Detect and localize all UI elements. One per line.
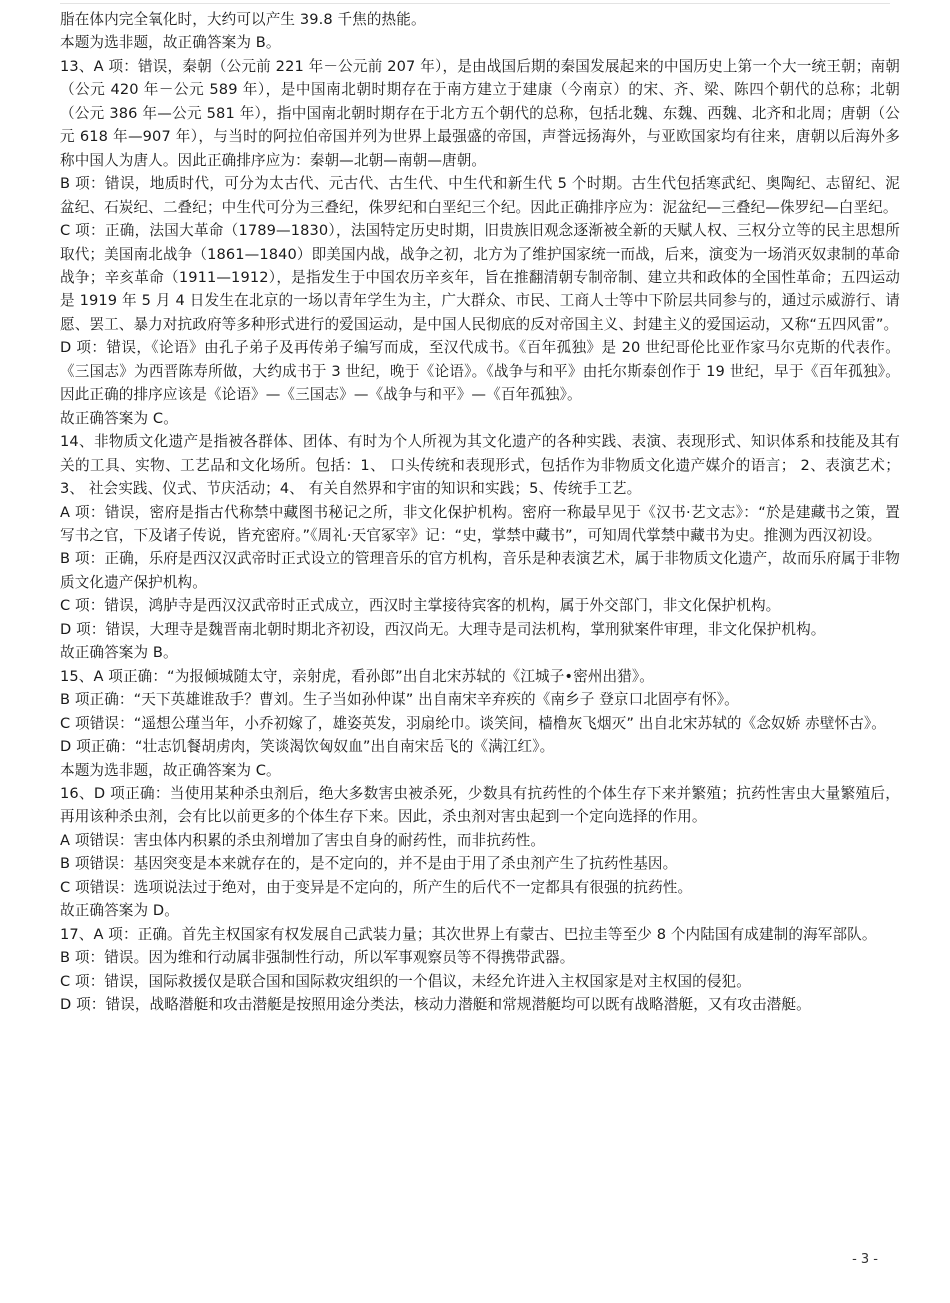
paragraph: B 项错误：基因突变是本来就存在的，是不定向的，并不是由于用了杀虫剂产生了抗药性基因。 <box>60 855 678 873</box>
paragraph: D 项：错误，大理寺是魏晋南北朝时期北齐初设，西汉尚无。大理寺是司法机构，掌刑狱案件审理，非文化保护机构。 <box>60 620 826 638</box>
paragraph: 14、非物质文化遗产是指被各群体、团体、有时为个人所视为其文化遗产的各种实践、表演、表现形式、知识体系和技能及其有关的工具、实物、工艺品和文化场所。包括：1、 口头传统和表现形式，包括作为非物质文化遗产媒介的语言； 2、表演艺术；3、 社会实践、仪式、节庆活动；4、 有关自然界和宇宙的知识和实践；5、传统手工艺。 <box>60 433 900 498</box>
paragraph: D 项正确：“壮志饥餐胡虏肉，笑谈渴饮匈奴血”出自南宋岳飞的《满江红》。 <box>60 738 555 756</box>
paragraph: C 项：错误，鸿胪寺是西汉汉武帝时正式成立，西汉时主掌接待宾客的机构，属于外交部门，非文化保护机构。 <box>60 597 781 615</box>
paragraph: B 项：错误。因为维和行动属非强制性行动，所以军事观察员等不得携带武器。 <box>60 949 575 967</box>
paragraph: 17、A 项：正确。首先主权国家有权发展自己武装力量；其次世界上有蒙古、巴拉圭等至少 8 个内陆国有成建制的海军部队。 <box>60 925 877 943</box>
answer-explanation-text <box>60 8 900 1016</box>
paragraph: 故正确答案为 B。 <box>60 644 178 662</box>
paragraph: A 项：错误，密府是指古代称禁中藏图书秘记之所，非文化保护机构。密府一称最早见于《汉书·艺文志》：“於是建藏书之策，置写书之官，下及诸子传说，皆充密府。”《周礼·天官冢宰》记：“史，掌禁中藏书”，可知周代掌禁中藏书为史。推测为西汉初设。 <box>60 503 900 544</box>
paragraph: C 项：正确，法国大革命（1789—1830），法国特定历史时期，旧贵族旧观念逐渐被全新的天赋人权、三权分立等的民主思想所取代；美国南北战争（1861—1840）即美国内战，战争之初，北方为了维护国家统一而战，后来，演变为一场消灭奴隶制的革命战争；辛亥革命（1911—1912），是指发生于中国农历辛亥年，旨在推翻清朝专制帝制、建立共和政体的全国性革命；五四运动是 1919 年 5 月 4 日发生在北京的一场以青年学生为主，广大群众、市民、工商人士等中下阶层共同参与的，通过示威游行、请愿、罢工、暴力对抗政府等多种形式进行的爱国运动，是中国人民彻底的反对帝国主义、封建主义的爱国运动，又称“五四风雷”。 <box>60 222 900 333</box>
paragraph: B 项：正确，乐府是西汉汉武帝时正式设立的管理音乐的官方机构，音乐是种表演艺术，属于非物质文化遗产，故而乐府属于非物质文化遗产保护机构。 <box>60 550 900 591</box>
paragraph: C 项：错误，国际救援仅是联合国和国际救灾组织的一个倡议，未经允许进入主权国家是对主权国的侵犯。 <box>60 972 751 990</box>
paragraph: 故正确答案为 C。 <box>60 409 178 427</box>
paragraph: D 项：错误，战略潜艇和攻击潜艇是按照用途分类法，核动力潜艇和常规潜艇均可以既有战略潜艇，又有攻击潜艇。 <box>60 996 811 1014</box>
paragraph: B 项：错误，地质时代，可分为太古代、元古代、古生代、中生代和新生代 5 个时期。古生代包括寒武纪、奥陶纪、志留纪、泥盆纪、石炭纪、二叠纪；中生代可分为三叠纪，侏罗纪和白垩纪三个纪。因此正确排序应为：泥盆纪—三叠纪—侏罗纪—白垩纪。 <box>60 175 900 216</box>
paragraph: 15、A 项正确：“为报倾城随太守，亲射虎，看孙郎”出自北宋苏轼的《江城子•密州出猎》。 <box>60 667 654 685</box>
page-number: - 3 - <box>852 1252 878 1267</box>
paragraph: 故正确答案为 D。 <box>60 902 179 920</box>
paragraph: 本题为选非题，故正确答案为 B。 <box>60 34 281 52</box>
paragraph: A 项错误：害虫体内积累的杀虫剂增加了害虫自身的耐药性，而非抗药性。 <box>60 831 546 849</box>
paragraph: B 项正确：“天下英雄谁敌手？曹刘。生子当如孙仲谋” 出自南宋辛弃疾的《南乡子 登京口北固亭有怀》。 <box>60 691 739 709</box>
paragraph: C 项错误：选项说法过于绝对，由于变异是不定向的，所产生的后代不一定都具有很强的抗药性。 <box>60 878 693 896</box>
paragraph: D 项：错误，《论语》由孔子弟子及再传弟子编写而成，至汉代成书。《百年孤独》是 20 世纪哥伦比亚作家马尔克斯的代表作。《三国志》为西晋陈寿所做，大约成书于 3 世纪，晚于《论语》。《战争与和平》由托尔斯泰创作于 19 世纪，早于《百年孤独》。因此正确的排序应该是《论语》—《三国志》—《战争与和平》—《百年孤独》。 <box>60 339 900 404</box>
paragraph: 本题为选非题，故正确答案为 C。 <box>60 761 281 779</box>
paragraph: 脂在体内完全氧化时，大约可以产生 39.8 千焦的热能。 <box>60 11 426 28</box>
paragraph: 16、D 项正确：当使用某种杀虫剂后，绝大多数害虫被杀死，少数具有抗药性的个体生存下来并繁殖；抗药性害虫大量繁殖后，再用该种杀虫剂，会有比以前更多的个体生存下来。因此，杀虫剂对害虫起到一个定向选择的作用。 <box>60 784 900 826</box>
top-divider <box>60 3 890 4</box>
paragraph: 13、A 项：错误，秦朝（公元前 221 年－公元前 207 年），是由战国后期的秦国发展起来的中国历史上第一个大一统王朝；南朝（公元 420 年－公元 589 年），是中国南北朝时期存在于南方建立于建康（今南京）的宋、齐、梁、陈四个朝代的总称；北朝（公元 386 年—公元 581 年），指中国南北朝时期存在于北方五个朝代的总称，包括北魏、东魏、西魏、北齐和北周；唐朝（公元 618 年—907 年），与当时的阿拉伯帝国并列为世界上最强盛的帝国，声誉远扬海外，与亚欧国家均有往来，唐朝以后海外多称中国人为唐人。因此正确排序应为：秦朝—北朝—南朝—唐朝。 <box>60 57 900 169</box>
paragraph: C 项错误：“遥想公瑾当年，小乔初嫁了，雄姿英发，羽扇纶巾。谈笑间，樯橹灰飞烟灭” 出自北宋苏轼的《念奴娇 赤壁怀古》。 <box>60 714 886 732</box>
